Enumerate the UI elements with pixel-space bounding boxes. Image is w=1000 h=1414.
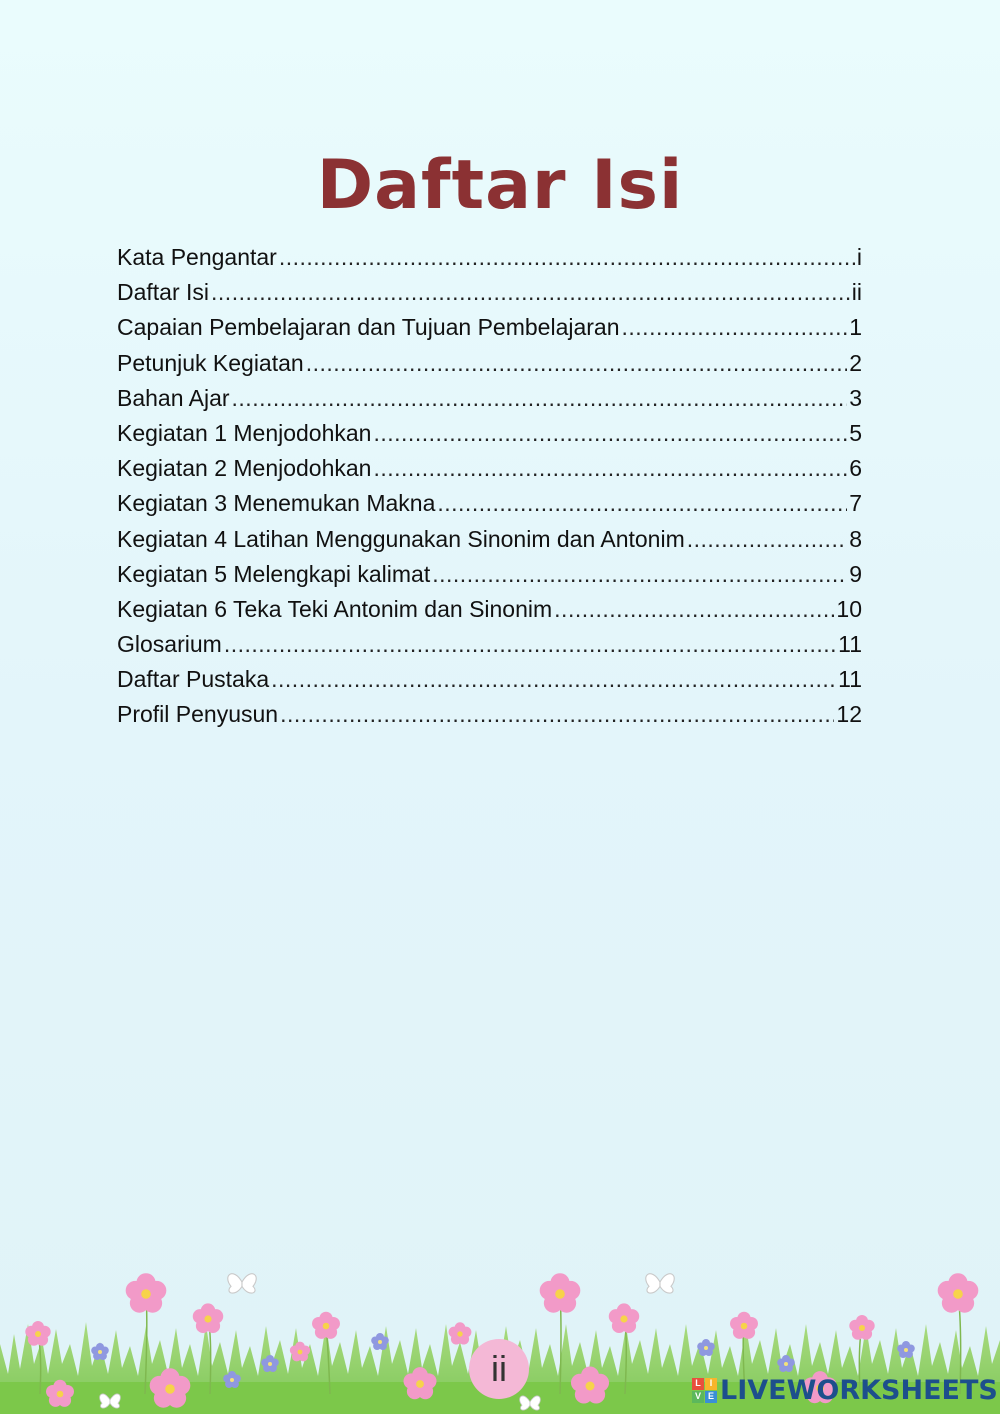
toc-dot-leader	[554, 596, 834, 623]
toc-entry-title: Kegiatan 5 Melengkapi kalimat	[117, 560, 431, 587]
toc-entry	[117, 455, 862, 490]
page-number: ii	[491, 1348, 507, 1389]
toc-dot-leader	[437, 490, 847, 517]
logo-square-i: I	[705, 1378, 717, 1390]
toc-entry-title: Kegiatan 6 Teka Teki Antonim dan Sinonim	[117, 595, 553, 622]
toc-entry-title: Capaian Pembelajaran dan Tujuan Pembelajaran	[117, 314, 620, 341]
toc-entry	[117, 561, 862, 596]
toc-entry-title: Kata Pengantar	[117, 244, 277, 270]
logo-squares-icon	[692, 1378, 717, 1403]
toc-entry-page: i	[856, 244, 862, 270]
logo-square-e: E	[705, 1391, 717, 1403]
toc-entry-page: 7	[849, 490, 862, 517]
toc-entry-title: Glosarium	[117, 631, 222, 658]
toc-dot-leader	[280, 701, 834, 728]
toc-entry-page: 6	[849, 455, 862, 482]
toc-entry-page: 12	[836, 701, 862, 728]
toc-entry-page: ii	[851, 279, 862, 306]
page-number-badge	[469, 1339, 529, 1399]
toc-entry	[117, 420, 862, 455]
toc-entry-title: Daftar Isi	[117, 279, 210, 306]
toc-dot-leader	[279, 244, 855, 271]
toc-entry	[117, 244, 862, 279]
toc-entry-page: 3	[849, 384, 862, 411]
toc-dot-leader	[687, 526, 847, 553]
toc-entry	[117, 526, 862, 561]
toc-dot-leader	[306, 350, 848, 377]
toc-entry-title: Kegiatan 1 Menjodohkan	[117, 419, 372, 446]
toc-entry	[117, 666, 862, 701]
toc-entry-title: Kegiatan 4 Latihan Menggunakan Sinonim dan Antonim	[117, 525, 685, 552]
toc-entry-page: 8	[849, 525, 862, 552]
toc-entry	[117, 701, 862, 736]
toc-dot-leader	[232, 385, 848, 412]
toc-dot-leader	[271, 666, 836, 693]
toc-dot-leader	[224, 631, 836, 658]
toc-entry-page: 9	[849, 560, 862, 587]
toc-dot-leader	[373, 455, 847, 482]
toc-dot-leader	[432, 561, 847, 588]
toc-entry	[117, 350, 862, 385]
toc-entry-title: Profil Penyusun	[117, 701, 279, 728]
toc-entry-page: 2	[849, 349, 862, 376]
toc-dot-leader	[211, 279, 850, 306]
toc-entry	[117, 631, 862, 666]
liveworksheets-logo[interactable]	[692, 1374, 998, 1406]
toc-entry-page: 11	[838, 631, 862, 658]
logo-square-l: L	[692, 1378, 704, 1390]
toc-entry-title: Kegiatan 2 Menjodohkan	[117, 455, 372, 482]
toc-dot-leader	[622, 314, 848, 341]
toc-entry-page: 1	[849, 314, 862, 341]
toc-entry	[117, 314, 862, 349]
toc-entry-title: Petunjuk Kegiatan	[117, 349, 304, 376]
toc-entry-title: Daftar Pustaka	[117, 666, 270, 693]
toc-entry-page: 10	[836, 595, 862, 622]
toc-entry	[117, 279, 862, 314]
toc-entry-page: 5	[849, 419, 862, 446]
toc-entry-title: Bahan Ajar	[117, 384, 230, 411]
table-of-contents	[117, 244, 862, 737]
logo-square-v: V	[692, 1391, 704, 1403]
toc-entry	[117, 596, 862, 631]
toc-entry	[117, 490, 862, 525]
toc-entry-page: 11	[838, 666, 862, 693]
toc-entry	[117, 385, 862, 420]
logo-text: LIVEWORKSHEETS	[720, 1374, 998, 1406]
page-title: Daftar Isi	[316, 145, 684, 225]
toc-entry-title: Kegiatan 3 Menemukan Makna	[117, 490, 436, 517]
toc-dot-leader	[373, 420, 847, 447]
